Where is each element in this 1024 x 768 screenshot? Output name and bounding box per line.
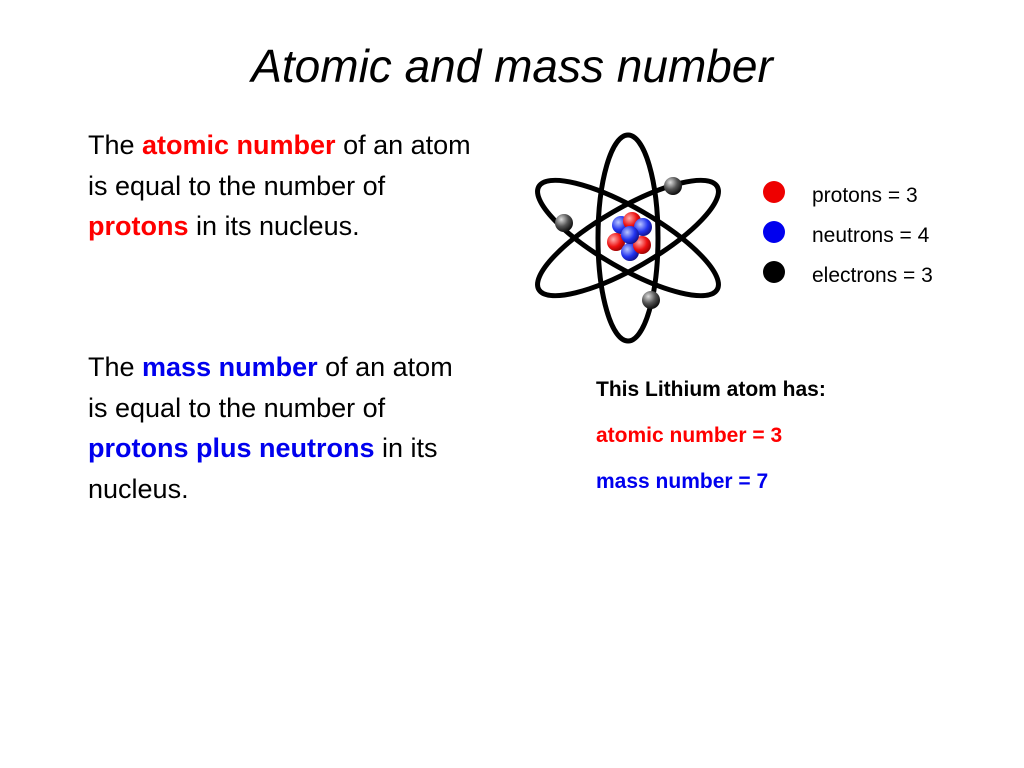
summary-atomic-number: atomic number = 3: [596, 424, 783, 447]
black-dot-icon: [763, 261, 785, 283]
electron-ball: [664, 177, 682, 195]
electron-ball: [555, 214, 573, 232]
protons-keyword: protons: [88, 211, 189, 241]
protons-plus-neutrons-keyword: protons plus neutrons: [88, 433, 375, 463]
legend-label-neutrons: neutrons = 4: [812, 224, 930, 247]
electron-ball: [642, 291, 660, 309]
atomic-number-paragraph: [88, 125, 478, 247]
legend-label-protons: protons = 3: [812, 184, 918, 207]
mass-text-3: in its nucleus.: [88, 433, 438, 504]
red-dot-icon: [763, 181, 785, 203]
nucleus: [607, 212, 652, 261]
blue-dot-icon: [763, 221, 785, 243]
neutron-ball: [621, 226, 639, 244]
legend-label-electrons: electrons = 3: [812, 264, 933, 287]
mass-text-1: The: [88, 352, 143, 382]
summary-heading: This Lithium atom has:: [596, 378, 826, 401]
mass-number-keyword: mass number: [142, 352, 318, 382]
atomic-text-2: of an atom is equal to the number of: [88, 130, 471, 201]
atomic-number-keyword: atomic number: [142, 130, 336, 160]
summary-mass-number: mass number = 7: [596, 470, 769, 493]
mass-number-paragraph: [88, 347, 478, 509]
mass-text-2: of an atom is equal to the number of: [88, 352, 453, 423]
slide-title: Atomic and mass number: [251, 40, 773, 92]
atom-diagram-icon: [520, 128, 740, 348]
atomic-text-1: The: [88, 130, 143, 160]
atomic-text-3: in its nucleus.: [188, 211, 360, 241]
